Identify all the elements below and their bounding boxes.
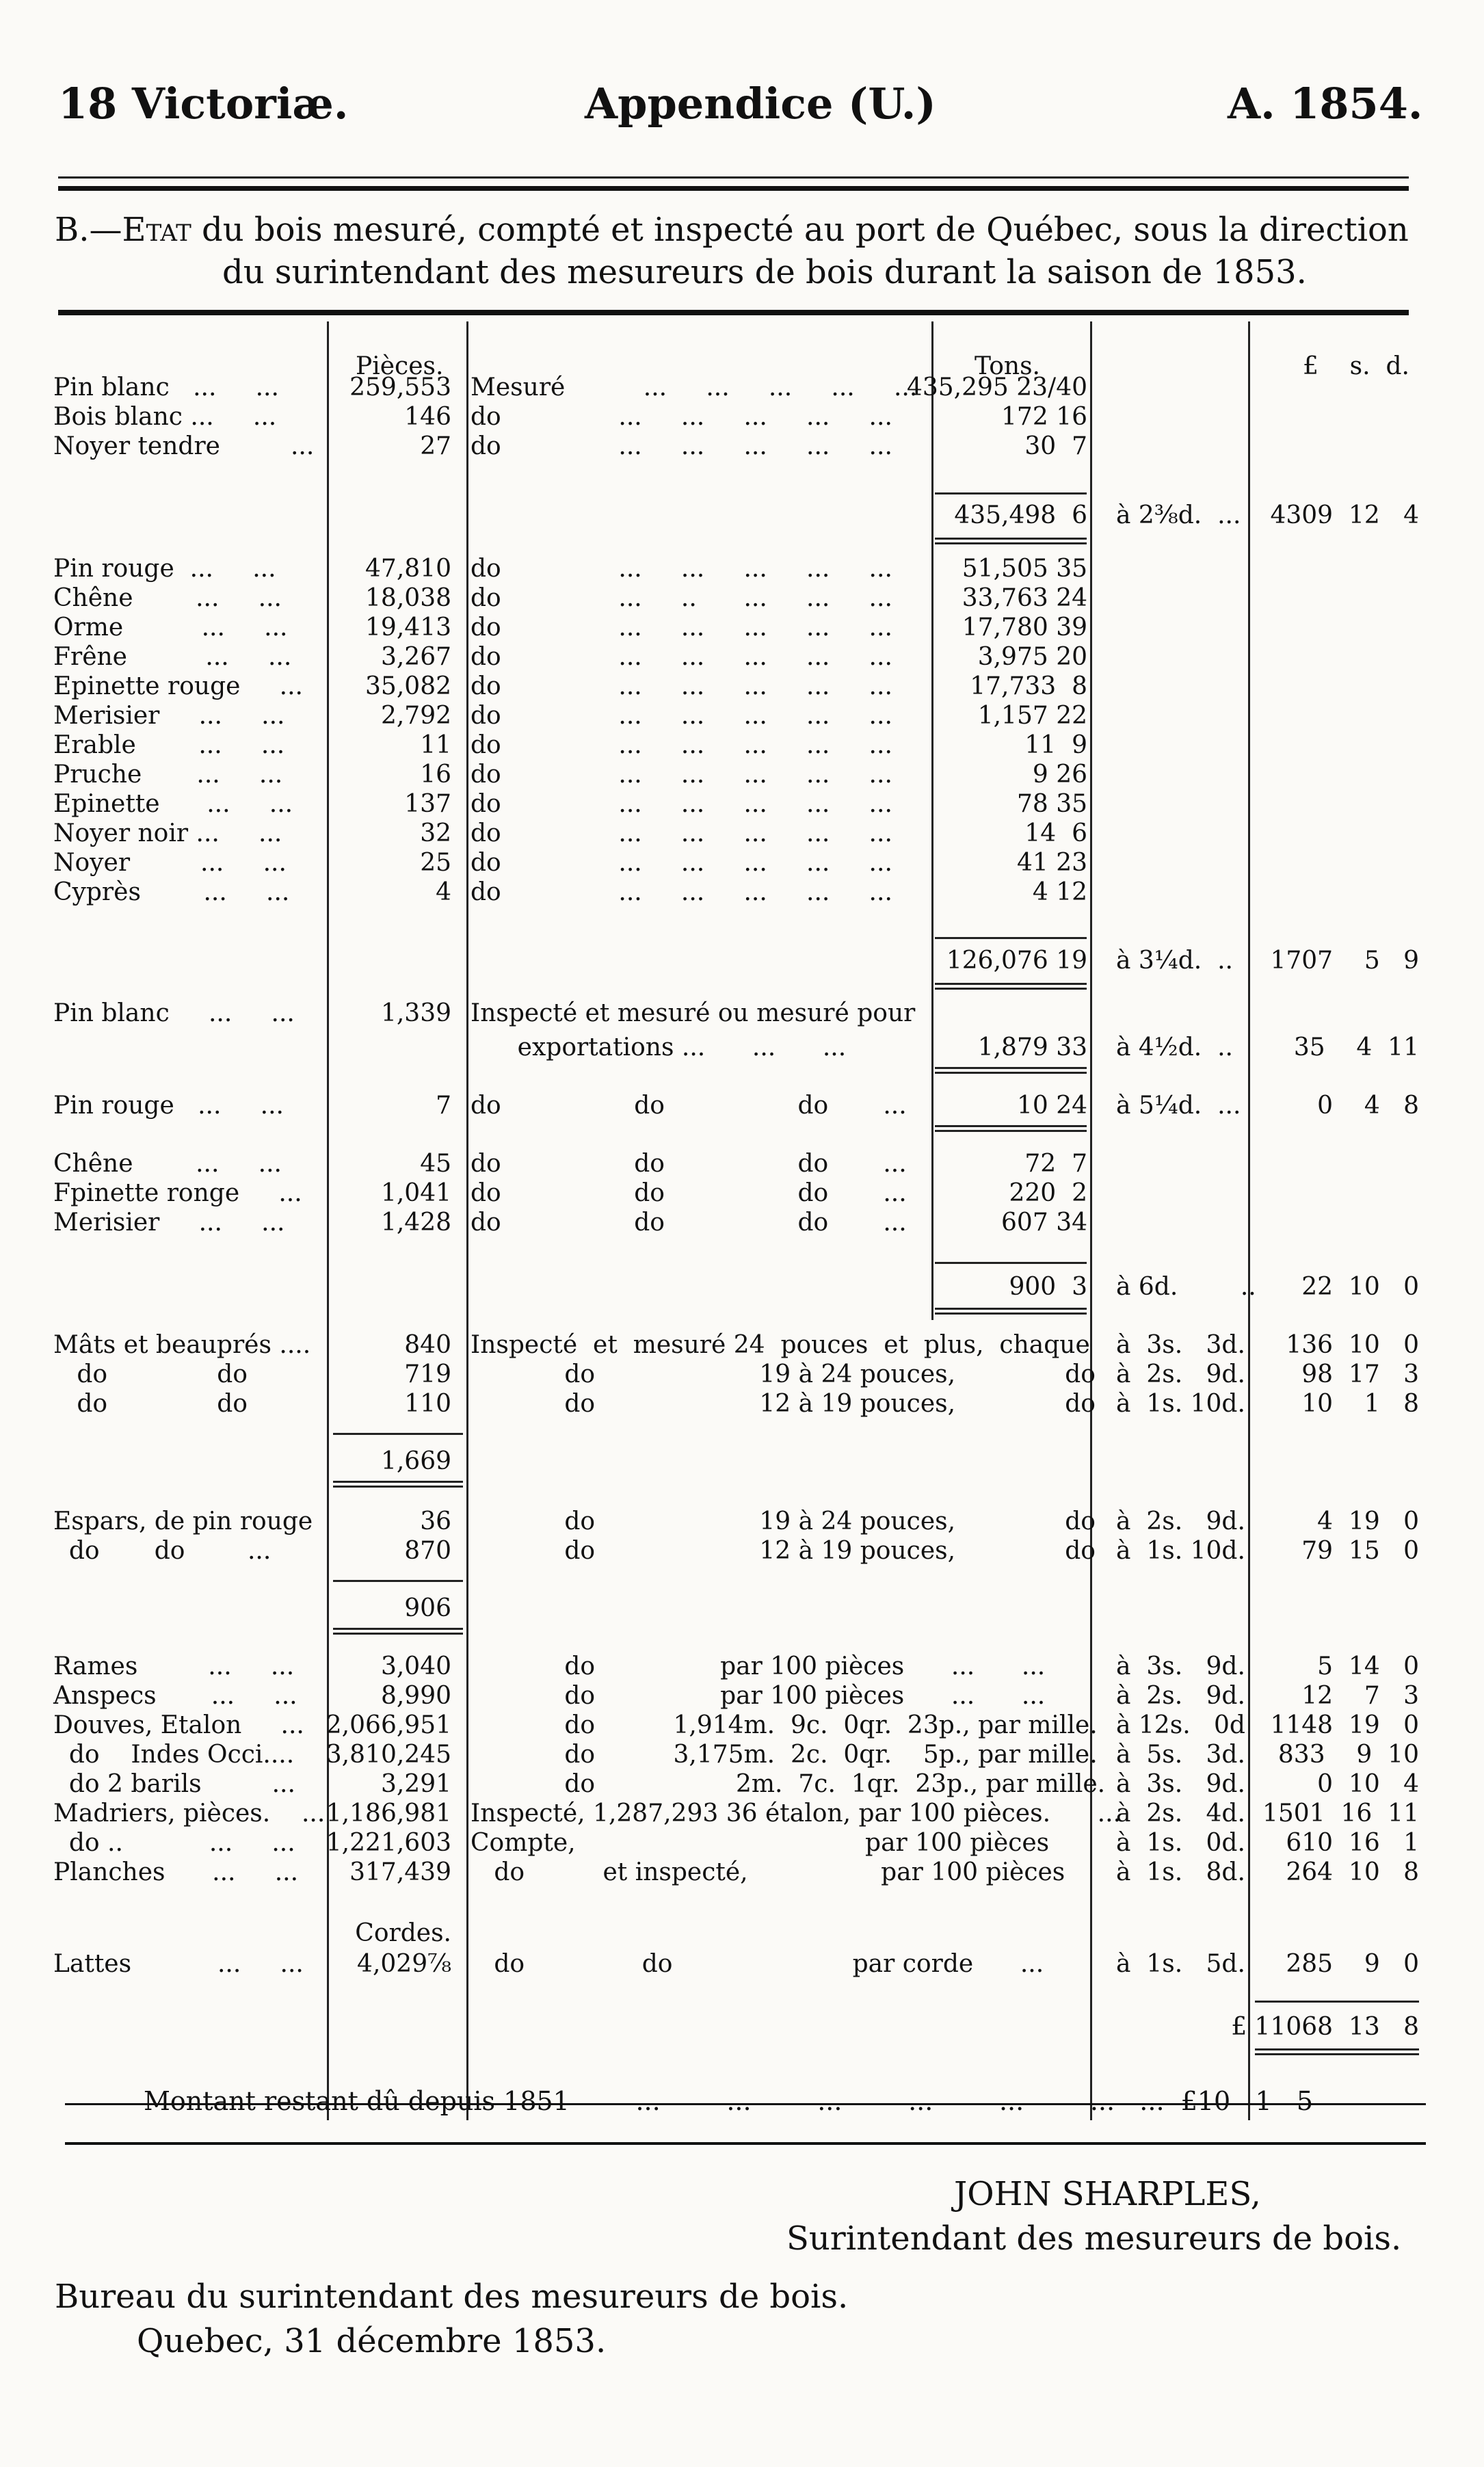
row-description: do ... ... ... ... ... (471, 614, 892, 642)
row-pieces: 16 (420, 761, 451, 789)
subtotal-rule (333, 1633, 463, 1635)
row-rate: à 12s. 0d (1116, 1711, 1245, 1739)
row-tons: 435,498 6 (954, 501, 1087, 529)
table-row (0, 583, 1484, 614)
row-rate: à 1s. 0d. (1116, 1829, 1245, 1857)
row-tons: 1,879 33 (977, 1033, 1087, 1061)
table-row (0, 613, 1484, 643)
row-description: exportations ... ... ... (471, 1033, 847, 1061)
row-pieces: 110 (404, 1390, 451, 1418)
row-amount: 0 4 8 (1317, 1092, 1419, 1120)
row-pieces: 4 (436, 878, 451, 906)
row-name: Pin rouge ... ... (53, 555, 276, 583)
row-name: do do (53, 1390, 248, 1418)
row-pieces: 146 (404, 403, 451, 431)
balance-line: Montant restant dû depuis 1851 ... ... ... ... ... ... ... £10 1 5 (144, 2086, 1314, 2116)
table-row (0, 1447, 1484, 1477)
row-name: Epinette ... ... (53, 790, 293, 818)
title-rule (58, 310, 1409, 315)
row-name: Chêne ... ... (53, 1150, 282, 1178)
signature-name: JOHN SHARPLES, (954, 2175, 1261, 2213)
subtotal-rule (935, 492, 1087, 494)
row-description: do ... ... ... ... ... (471, 672, 892, 700)
row-description: do 1,914m. 9c. 0qr. 23p., par mille. (471, 1711, 1098, 1739)
colhead-tons: Tons. (975, 352, 1040, 380)
row-rate: à 5¼d. ... (1116, 1092, 1241, 1120)
table-row (0, 1272, 1484, 1302)
subtotal-rule (935, 1072, 1087, 1074)
row-amount: 22 10 0 (1301, 1273, 1419, 1301)
row-description: do ... ... ... ... ... (471, 849, 892, 877)
row-tons: 30 7 (1024, 432, 1087, 460)
row-name: Noyer noir ... ... (53, 819, 282, 847)
table-row (0, 789, 1484, 819)
row-amount: 35 4 11 (1293, 1033, 1419, 1061)
row-amount: 1501 16 11 (1262, 1799, 1419, 1828)
table-row (0, 878, 1484, 908)
row-rate: à 5s. 3d. (1116, 1741, 1245, 1769)
row-amount: 610 16 1 (1286, 1829, 1419, 1857)
row-description: do do par corde ... (471, 1950, 1044, 1978)
row-pieces: 25 (420, 849, 451, 877)
subtotal-rule (935, 988, 1087, 990)
row-amount: 5 14 0 (1317, 1652, 1419, 1680)
row-tons: 33,763 24 (962, 584, 1087, 612)
table-row (0, 1799, 1484, 1829)
row-rate: à 2⅜d. ... (1116, 501, 1241, 529)
subtotal-rule (935, 1125, 1087, 1127)
row-rate: à 3s. 9d. (1116, 1770, 1245, 1798)
table-row (0, 946, 1484, 976)
row-name: Douves, Etalon ... (53, 1711, 304, 1739)
row-name: Lattes ... ... (53, 1950, 304, 1978)
row-description: do do do ... (471, 1209, 907, 1237)
row-name: Anspecs ... ... (53, 1682, 297, 1710)
row-pieces: 137 (404, 790, 451, 818)
row-name: do Indes Occi.... (53, 1741, 295, 1769)
row-tons: 1,157 22 (977, 702, 1087, 730)
total-rule (1255, 2001, 1419, 2003)
row-pieces: 3,267 (380, 643, 451, 671)
footer-place-date: Quebec, 31 décembre 1853. (137, 2322, 607, 2360)
row-name: Chêne ... ... (53, 584, 282, 612)
row-pieces: 3,291 (380, 1770, 451, 1798)
subtotal-rule (935, 1262, 1087, 1264)
row-rate: à 1s. 10d. (1116, 1537, 1245, 1565)
row-description: do ... ... ... ... ... (471, 643, 892, 671)
table-row (0, 1536, 1484, 1566)
subtotal-rule (333, 1486, 463, 1488)
row-description: Inspecté et mesuré 24 pouces et plus, chaque (471, 1331, 1090, 1359)
subtotal-rule (935, 983, 1087, 985)
subtotal-rule (333, 1580, 463, 1582)
row-pieces: 259,553 (349, 373, 451, 401)
row-amount: 1148 19 0 (1270, 1711, 1419, 1739)
row-name: Mâts et beauprés .... (53, 1331, 311, 1359)
row-description: do ... ... ... ... ... (471, 761, 892, 789)
title-line2: du surintendant des mesureurs de bois durant la saison de 1853. (222, 253, 1307, 291)
table-row (0, 999, 1484, 1029)
row-name: Noyer ... ... (53, 849, 287, 877)
row-amount: 833 9 10 (1277, 1741, 1419, 1769)
row-description: do ... ... ... ... ... (471, 878, 892, 906)
row-name: Pin rouge ... ... (53, 1092, 284, 1120)
row-description: do ... ... ... ... ... (471, 432, 892, 460)
row-amount: 98 17 3 (1301, 1360, 1419, 1388)
row-tons: 10 24 (1016, 1092, 1087, 1120)
subtotal-rule (333, 1433, 463, 1435)
row-amount: 4 19 0 (1317, 1507, 1419, 1535)
row-pieces: 32 (420, 819, 451, 847)
table-row (0, 1711, 1484, 1741)
row-name: Epinette rouge ... (53, 672, 303, 700)
row-pieces: 4,029⅞ (357, 1950, 451, 1978)
row-rate: à 3s. 9d. (1116, 1652, 1245, 1680)
row-pieces: 1,428 (380, 1209, 451, 1237)
row-name: Noyer tendre ... (53, 432, 315, 460)
row-tons: 17,780 39 (962, 614, 1087, 642)
row-pieces: 27 (420, 432, 451, 460)
row-pieces: Cordes. (355, 1919, 451, 1947)
row-name: Planches ... ... (53, 1858, 299, 1886)
row-name: Fpinette ronge ... (53, 1179, 302, 1207)
row-pieces: 906 (404, 1594, 451, 1622)
table-row (0, 501, 1484, 531)
subtotal-rule (935, 538, 1087, 540)
row-description: do do do ... (471, 1150, 907, 1178)
row-tons: 72 7 (1024, 1150, 1087, 1178)
row-pieces: 317,439 (349, 1858, 451, 1886)
row-name: Pruche ... ... (53, 761, 283, 789)
row-name: Orme ... ... (53, 614, 288, 642)
row-amount: 12 7 3 (1301, 1682, 1419, 1710)
table-row (0, 1949, 1484, 1979)
row-tons: 3,975 20 (977, 643, 1087, 671)
subtotal-rule (935, 937, 1087, 939)
table-row (0, 2012, 1484, 2042)
row-rate: à 2s. 9d. (1116, 1507, 1245, 1535)
row-description: Compte, par 100 pièces (471, 1829, 1050, 1857)
row-pieces: 47,810 (365, 555, 451, 583)
row-description: do par 100 pièces ... ... (471, 1652, 1046, 1680)
table-title (55, 209, 1416, 293)
table-row (0, 1918, 1484, 1949)
row-name: Erable ... ... (53, 731, 285, 759)
row-amount: 285 9 0 (1286, 1950, 1419, 1978)
subtotal-rule (333, 1481, 463, 1483)
colhead-money: £ s. d. (1303, 352, 1409, 380)
row-amount: £ 11068 13 8 (1231, 2013, 1419, 2041)
row-pieces: 8,990 (380, 1682, 451, 1710)
header-rule-bottom (58, 186, 1409, 191)
row-description: Inspecté, 1,287,293 36 étalon, par 100 pièces. ... (471, 1799, 1122, 1828)
row-name: Espars, de pin rouge (53, 1507, 313, 1535)
table-row (0, 1858, 1484, 1888)
table-row (0, 373, 1484, 403)
table-row (0, 1828, 1484, 1858)
title-letter: B.— (55, 211, 122, 249)
table-row (0, 554, 1484, 584)
row-amount: 136 10 0 (1286, 1331, 1419, 1359)
row-rate: à 1s. 8d. (1116, 1858, 1245, 1886)
row-name: Madriers, pièces. ... (53, 1799, 326, 1828)
table-row (0, 760, 1484, 790)
row-pieces: 1,041 (380, 1179, 451, 1207)
row-name: Merisier ... ... (53, 702, 285, 730)
row-description: Mesuré ... ... ... ... ... (471, 373, 918, 401)
table-row (0, 1507, 1484, 1537)
table-row (0, 1178, 1484, 1209)
row-description: do ... ... ... ... ... (471, 555, 892, 583)
subtotal-rule (935, 1130, 1087, 1132)
header-right: A. 1854. (1228, 79, 1423, 129)
row-rate: à 2s. 9d. (1116, 1682, 1245, 1710)
signature-title: Surintendant des mesureurs de bois. (786, 2219, 1402, 2258)
row-name: Cyprès ... ... (53, 878, 290, 906)
row-pieces: 1,669 (380, 1447, 451, 1475)
subtotal-rule (935, 1312, 1087, 1315)
header-center: Appendice (U.) (585, 79, 936, 129)
table-row (0, 642, 1484, 672)
row-pieces: 11 (420, 731, 451, 759)
row-tons: 172 16 (1001, 403, 1087, 431)
table-row (0, 1149, 1484, 1179)
row-amount: 10 1 8 (1301, 1390, 1419, 1418)
table-row (0, 1652, 1484, 1682)
row-description: do 12 à 19 pouces, do (471, 1390, 1096, 1418)
footer-office: Bureau du surintendant des mesureurs de bois. (55, 2278, 849, 2316)
row-tons: 220 2 (1009, 1179, 1087, 1207)
row-tons: 9 26 (1032, 761, 1087, 789)
row-description: do ... ... ... ... ... (471, 790, 892, 818)
row-tons: 78 35 (1016, 790, 1087, 818)
row-description: do ... ... ... ... ... (471, 731, 892, 759)
row-name: Merisier ... ... (53, 1209, 285, 1237)
colhead-pieces: Pièces. (356, 352, 444, 380)
table-row (0, 701, 1484, 731)
row-rate: à 1s. 5d. (1116, 1950, 1245, 1978)
row-description: do ... ... ... ... ... (471, 819, 892, 847)
subtotal-rule (935, 1067, 1087, 1069)
header-rule-top (58, 176, 1409, 179)
table-row (0, 402, 1484, 432)
row-pieces: 18,038 (365, 584, 451, 612)
row-name: Bois blanc ... ... (53, 403, 277, 431)
total-rule (1255, 2048, 1419, 2050)
row-pieces: 1,186,981 (326, 1799, 451, 1828)
row-rate: à 2s. 9d. (1116, 1360, 1245, 1388)
row-description: do 2m. 7c. 1qr. 23p., par mille. (471, 1770, 1106, 1798)
row-tons: 41 23 (1016, 849, 1087, 877)
table-row (0, 672, 1484, 702)
row-pieces: 2,066,951 (326, 1711, 451, 1739)
row-description: Inspecté et mesuré ou mesuré pour (471, 999, 916, 1027)
table-row (0, 1681, 1484, 1711)
row-pieces: 1,221,603 (326, 1829, 451, 1857)
row-name: do 2 barils ... (53, 1770, 295, 1798)
table-row (0, 432, 1484, 462)
row-tons: 900 3 (1009, 1273, 1087, 1301)
row-description: do ... ... ... ... ... (471, 702, 892, 730)
row-description: do 19 à 24 pouces, do (471, 1360, 1096, 1388)
row-pieces: 19,413 (365, 614, 451, 642)
row-amount: 1707 5 9 (1270, 947, 1419, 975)
row-name: Pin blanc ... ... (53, 999, 295, 1027)
row-pieces: 870 (404, 1537, 451, 1565)
row-rate: à 6d. .. (1116, 1273, 1256, 1301)
row-tons: 607 34 (1001, 1209, 1087, 1237)
table-row (0, 819, 1484, 849)
table-row (0, 730, 1484, 761)
table-row (0, 1389, 1484, 1419)
row-amount: 264 10 8 (1286, 1858, 1419, 1886)
row-pieces: 3,810,245 (326, 1741, 451, 1769)
total-rule (1255, 2053, 1419, 2055)
row-description: do par 100 pièces ... ... (471, 1682, 1046, 1710)
row-pieces: 719 (404, 1360, 451, 1388)
table-row (0, 1769, 1484, 1799)
row-description: do 12 à 19 pouces, do (471, 1537, 1096, 1565)
row-amount: 4309 12 4 (1270, 501, 1419, 529)
row-name: do do (53, 1360, 248, 1388)
table-row (0, 1594, 1484, 1624)
row-tons: 4 12 (1032, 878, 1087, 906)
title-etat: Etat (122, 211, 191, 249)
table-row (0, 1208, 1484, 1238)
row-description: do 3,175m. 2c. 0qr. 5p., par mille. (471, 1741, 1098, 1769)
row-name: do .. ... ... (53, 1829, 295, 1857)
row-pieces: 7 (436, 1092, 451, 1120)
subtotal-rule (935, 1308, 1087, 1310)
row-rate: à 3s. 3d. (1116, 1331, 1245, 1359)
row-pieces: 840 (404, 1331, 451, 1359)
row-tons: 126,076 19 (946, 947, 1087, 975)
row-description: do do do ... (471, 1092, 907, 1120)
row-name: Pin blanc ... ... (53, 373, 279, 401)
table-row (0, 1740, 1484, 1770)
row-rate: à 2s. 4d. (1116, 1799, 1245, 1828)
row-tons: 51,505 35 (962, 555, 1087, 583)
row-name: Frêne ... ... (53, 643, 292, 671)
header-left: 18 Victoriæ. (58, 79, 349, 129)
row-tons: 17,733 8 (970, 672, 1087, 700)
row-rate: à 1s. 10d. (1116, 1390, 1245, 1418)
row-description: do ... ... ... ... ... (471, 403, 892, 431)
row-tons: 11 9 (1024, 731, 1087, 759)
row-pieces: 35,082 (365, 672, 451, 700)
row-description: do et inspecté, par 100 pièces (471, 1858, 1065, 1886)
table-row (0, 1330, 1484, 1360)
row-rate: à 4½d. .. (1116, 1033, 1233, 1061)
row-pieces: 3,040 (380, 1652, 451, 1680)
subtotal-rule (935, 542, 1087, 544)
row-tons: 435,295 23/40 (906, 373, 1087, 401)
row-amount: 79 15 0 (1301, 1537, 1419, 1565)
row-rate: à 3¼d. .. (1116, 947, 1233, 975)
row-description: do ... .. ... ... ... (471, 584, 892, 612)
row-name: Rames ... ... (53, 1652, 295, 1680)
row-pieces: 45 (420, 1150, 451, 1178)
balance-rule-bottom (65, 2142, 1426, 2145)
table-row (0, 1091, 1484, 1121)
row-description: do 19 à 24 pouces, do (471, 1507, 1096, 1535)
row-tons: 14 6 (1024, 819, 1087, 847)
row-pieces: 36 (420, 1507, 451, 1535)
table-row (0, 1033, 1484, 1063)
table-row (0, 848, 1484, 878)
row-pieces: 1,339 (380, 999, 451, 1027)
row-description: do do do ... (471, 1179, 907, 1207)
subtotal-rule (333, 1628, 463, 1630)
table-row (0, 1360, 1484, 1390)
row-name: do do ... (53, 1537, 271, 1565)
title-line1: du bois mesuré, compté et inspecté au port de Québec, sous la direction (191, 211, 1409, 249)
row-pieces: 2,792 (380, 702, 451, 730)
row-amount: 0 10 4 (1317, 1770, 1419, 1798)
